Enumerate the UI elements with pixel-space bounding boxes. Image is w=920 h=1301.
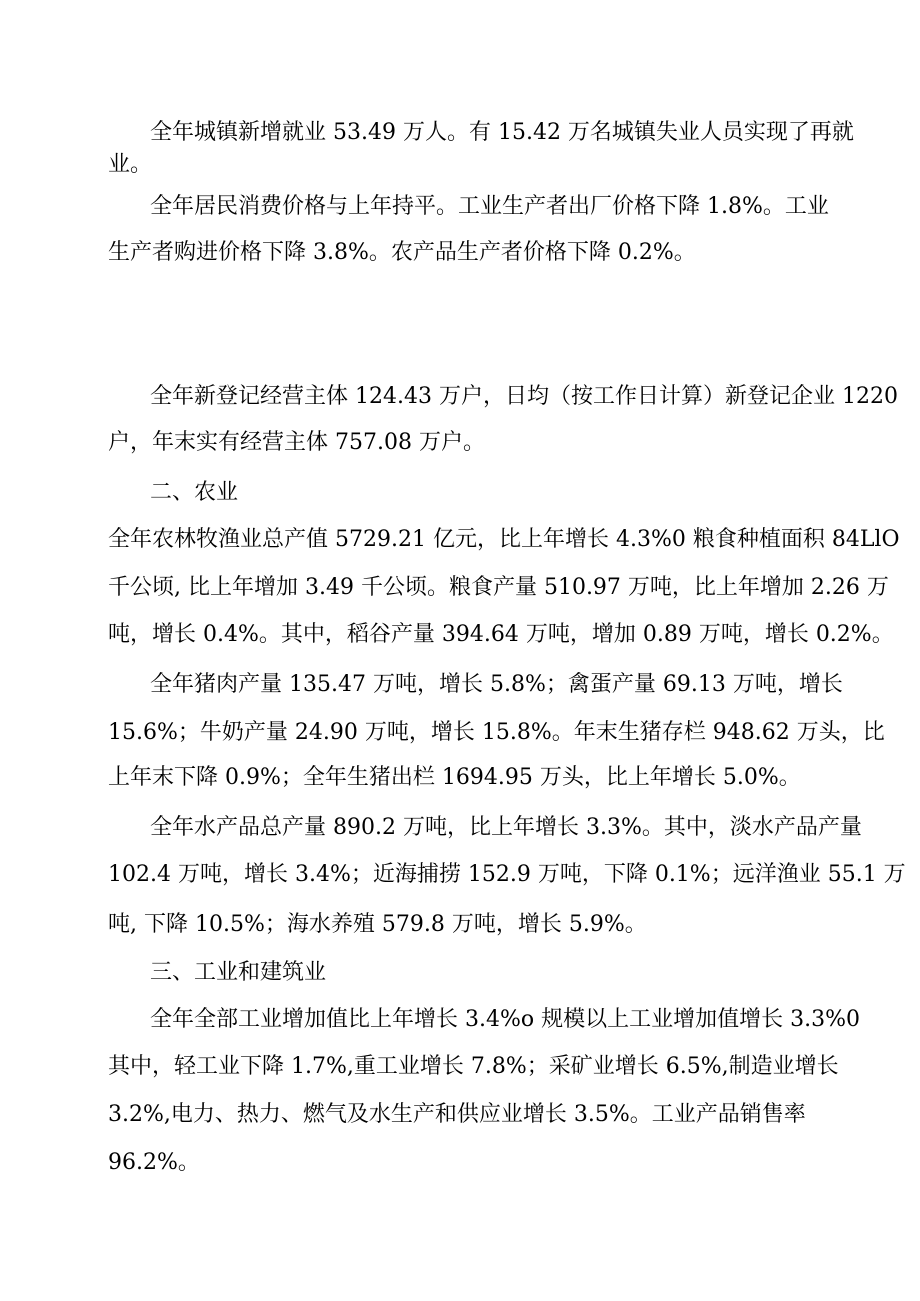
aquatic-paragraph-line-2: 102.4 万吨，增长 3.4%；近海捕捞 152.9 万吨，下降 0.1%；远洋渔业 55.1 万 [108, 862, 906, 887]
employment-paragraph-line-2: 业。 [108, 152, 153, 177]
prices-paragraph-line-1: 全年居民消费价格与上年持平。工业生产者出厂价格下降 1.8%。工业 [150, 194, 829, 219]
industry-paragraph-line-1: 全年全部工业增加值比上年增长 3.4%o 规模以上工业增加值增长 3.3%0 [150, 1007, 861, 1032]
livestock-paragraph-line-2: 15.6%；牛奶产量 24.90 万吨，增长 15.8%。年末生猪存栏 948.62 万头，比 [108, 720, 885, 745]
employment-paragraph-line-1: 全年城镇新增就业 53.49 万人。有 15.42 万名城镇失业人员实现了再就 [150, 120, 854, 145]
business-paragraph-line-1: 全年新登记经营主体 124.43 万户，日均（按工作日计算）新登记企业 1220 [150, 384, 898, 409]
agriculture-paragraph-line-1: 全年农林牧渔业总产值 5729.21 亿元，比上年增长 4.3%0 粮食种植面积 84LlO [108, 527, 900, 552]
industry-paragraph-line-3: 3.2%,电力、热力、燃气及水生产和供应业增长 3.5%。工业产品销售率 [108, 1102, 806, 1127]
industry-paragraph-line-4: 96.2%。 [108, 1150, 200, 1175]
livestock-paragraph-line-3: 上年末下降 0.9%；全年生猪出栏 1694.95 万头，比上年增长 5.0%。 [108, 765, 801, 790]
aquatic-paragraph-line-3: 吨, 下降 10.5%；海水养殖 579.8 万吨，增长 5.9%。 [108, 912, 647, 937]
section-heading-agriculture: 二、农业 [150, 480, 239, 505]
section-heading-industry: 三、工业和建筑业 [150, 960, 327, 985]
aquatic-paragraph-line-1: 全年水产品总产量 890.2 万吨，比上年增长 3.3%。其中，淡水产品产量 [150, 815, 862, 840]
prices-paragraph-line-2: 生产者购进价格下降 3.8%。农产品生产者价格下降 0.2%。 [108, 240, 696, 265]
business-paragraph-line-2: 户，年末实有经营主体 757.08 万户。 [108, 430, 485, 455]
agriculture-paragraph-line-3: 吨，增长 0.4%。其中，稻谷产量 394.64 万吨，增加 0.89 万吨，增长 0.2%。 [108, 622, 894, 647]
livestock-paragraph-line-1: 全年猪肉产量 135.47 万吨，增长 5.8%；禽蛋产量 69.13 万吨，增长 [150, 672, 843, 697]
agriculture-paragraph-line-2: 千公顷, 比上年增加 3.49 千公顷。粮食产量 510.97 万吨，比上年增加 2.26 万 [108, 575, 889, 600]
industry-paragraph-line-2: 其中，轻工业下降 1.7%,重工业增长 7.8%；采矿业增长 6.5%,制造业增长 [108, 1054, 839, 1079]
